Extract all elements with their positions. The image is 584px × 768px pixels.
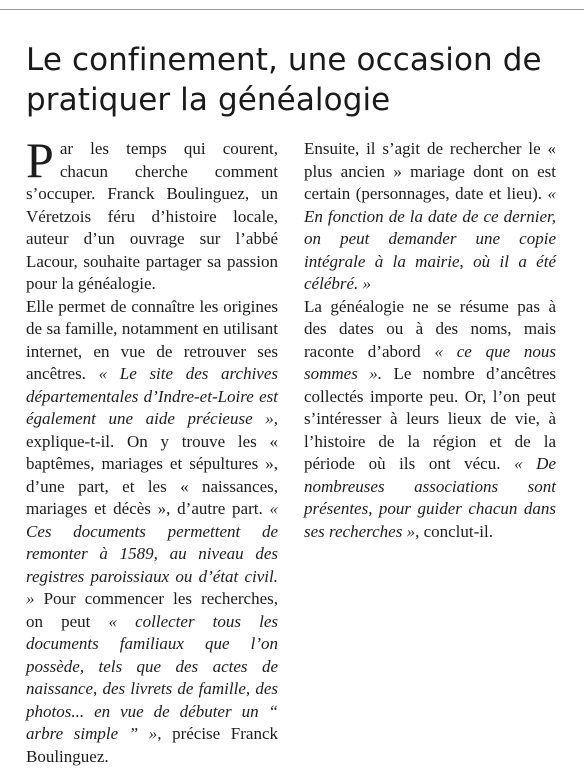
top-divider xyxy=(0,9,584,10)
drop-cap: P xyxy=(26,140,54,180)
quote-archives: « Le site des archives départementales d’Indre-et-Loire est également une aide précieuse », xyxy=(26,364,278,428)
quote-collect: « collecter tous les documents familiaux que l’on possède, tels que des actes de naissance, des livrets de famille, des photos... en vue de débuter un “ arbre simple ” » xyxy=(26,612,278,744)
quote-what-we-are: « ce que nous sommes ». xyxy=(304,342,556,384)
paragraph-origins: Elle permet de connaître les origines de sa famille, notamment en utilisant internet, en vue de retrouver ses ancêtres. « Le site des archives départementales d’Indre-et-Loire est également une aide précieuse », explique-t-il. On y trouve les « baptêmes, mariages et sépultures », d’une part, et les « naissances, mariages et décès », d’autre part. « Ces documents permettent de remonter à 1589, au niveau des registres paroissiaux ou d’état civil. » Pour commencer les recherches, on peut « collecter tous les documents familiaux que l’on possède, tels que des actes de naissance, des livrets de famille, des photos... en vue de débuter un “ arbre simple ” », précise Franck Boulinguez. xyxy=(26,296,278,768)
column-right xyxy=(304,138,556,768)
paragraph-marriage: Ensuite, il s’agit de rechercher le « plus ancien » mariage dont on est certain (personnages, date et lieu). « En fonction de la date de ce dernier, on peut demander une copie intégrale à la mairie, où il a été célébré. » xyxy=(304,138,556,296)
paragraph-intro: Par les temps qui courent, chacun cherche comment s’occuper. Franck Boulinguez, un Véretzois féru d’histoire locale, auteur d’un ouvrage sur l’abbé Lacour, souhaite partager sa passion pour la généalogie. xyxy=(26,138,278,296)
column-left xyxy=(26,138,278,768)
article-headline: Le confinement, une occasion de pratiquer la généalogie xyxy=(26,40,566,120)
paragraph-conclusion: La généalogie ne se résume pas à des dates ou à des noms, mais raconte d’abord « ce que nous sommes ». Le nombre d’ancêtres collectés importe peu. Or, l’on peut s’intéresser à leurs lieux de vie, à l’histoire de la région et de la période où ils ont vécu. « De nombreuses associations sont présentes, pour guider chacun dans ses recherches », conclut-il. xyxy=(304,296,556,544)
quote-associations: « De nombreuses associations sont présentes, pour guider chacun dans ses recherches » xyxy=(304,454,556,541)
article-body xyxy=(26,138,556,768)
quote-registers: « Ces documents permettent de remonter à 1589, au niveau des registres paroissiaux ou d’état civil. » xyxy=(26,499,278,608)
quote-copy: « En fonction de la date de ce dernier, on peut demander une copie intégrale à la mairie, où il a été célébré. » xyxy=(304,184,556,293)
